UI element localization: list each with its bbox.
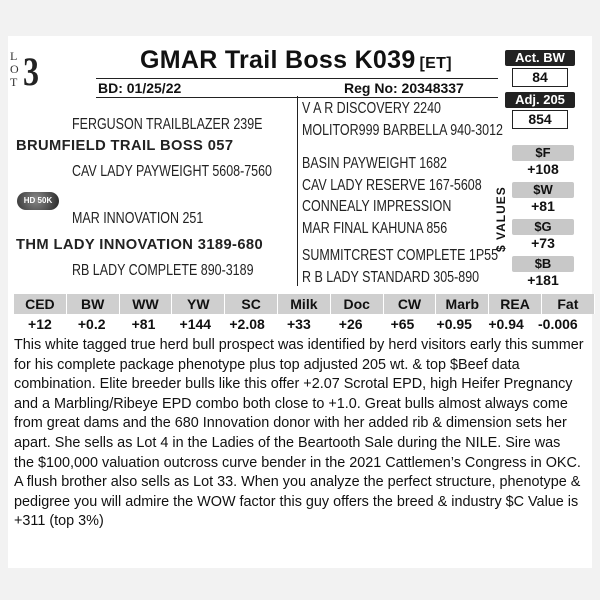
animal-name: GMAR Trail Boss K039 [ET] — [140, 46, 452, 74]
pedigree-right-item: MAR FINAL KAHUNA 856 — [302, 220, 448, 237]
epd-header-cell: CED — [14, 294, 67, 314]
epd-header-cell: BW — [67, 294, 120, 314]
dollar-value-label: $G — [512, 219, 574, 235]
epd-header-cell: CW — [384, 294, 437, 314]
dollar-value-f — [512, 145, 574, 177]
pedigree-right-item: BASIN PAYWEIGHT 1682 — [302, 155, 447, 172]
epd-header-cell: YW — [172, 294, 225, 314]
pedigree-right-item: CAV LADY RESERVE 167-5608 — [302, 177, 482, 194]
epd-value-cell: +26 — [338, 316, 363, 332]
pedigree-divider — [297, 96, 298, 286]
dollar-value-number: +81 — [531, 198, 555, 214]
epd-value-cell: +33 — [287, 316, 311, 332]
dollar-value-number: +181 — [527, 272, 559, 288]
pedigree-dam-dam: RB LADY COMPLETE 890-3189 — [72, 262, 254, 279]
pedigree-sire-sire: FERGUSON TRAILBLAZER 239E — [72, 116, 263, 133]
lot-label: L O T — [10, 49, 19, 89]
adj-205-label: Adj. 205 — [505, 92, 575, 108]
epd-header-cell: WW — [120, 294, 173, 314]
epd-value-cell: +0.94 — [488, 316, 524, 332]
pedigree-dam-sire: MAR INNOVATION 251 — [72, 210, 204, 227]
lot-number: 3 — [23, 49, 39, 94]
pedigree-right-item: MOLITOR999 BARBELLA 940-3012 — [302, 122, 503, 139]
pedigree-right-item: R B LADY STANDARD 305-890 — [302, 269, 480, 286]
pedigree-dam: THM LADY INNOVATION 3189-680 — [16, 236, 264, 253]
dollar-value-b — [512, 256, 574, 288]
adj-205-badge — [505, 92, 575, 129]
dollar-values-title: $ VALUES — [494, 186, 508, 252]
epd-header-row — [14, 294, 584, 314]
epd-value-cell: +12 — [28, 316, 52, 332]
et-tag: [ET] — [419, 55, 452, 72]
epd-value-cell: +0.2 — [77, 316, 106, 332]
pedigree-sire: BRUMFIELD TRAIL BOSS 057 — [16, 137, 234, 154]
act-bw-value: 84 — [512, 68, 568, 87]
lot-number-block — [10, 50, 54, 100]
epd-header-cell: Marb — [436, 294, 489, 314]
epd-value-cell: +65 — [390, 316, 415, 332]
epd-header-cell: Milk — [278, 294, 331, 314]
dollar-value-number: +108 — [527, 161, 559, 177]
adj-205-value: 854 — [512, 110, 568, 129]
epd-value-cell: -0.006 — [538, 316, 578, 332]
pedigree-sire-dam: CAV LADY PAYWEIGHT 5608-7560 — [72, 163, 273, 180]
epd-header-cell: Doc — [331, 294, 384, 314]
lot-description: This white tagged true herd bull prospect was identified by herd visitors early this summer for his complete package phenotype plus top adjusted 205 wt. & top $Beef data combination. Elite breeder bulls like this offer +2.07 Scrotal EPD, high Heifer Pregnancy and a Marbling/Ribeye EPD combo both close to +1.0. Great bulls almost always come from great dams and the 680 Innovation donor with her added rib & dimension sets her apart. She sells as Lot 4 in the Ladies of the Beartooth Sale during the NILE. Sire was the $100,000 valuation outcross curve bender in the 2021 Cattlemen’s Congress in OKC. A flush brother also sells as Lot 33. When you analyze the perfect structure, phenotype & pedigree you will admire the WOW factor this guy offers the breed & industry $C Value is +311 (top 3%) — [14, 337, 584, 530]
dollar-value-label: $F — [512, 145, 574, 161]
epd-header-cell: SC — [225, 294, 278, 314]
dollar-value-label: $W — [512, 182, 574, 198]
hd50k-badge: HD 50K — [17, 192, 59, 210]
epd-value-cell: +0.95 — [436, 316, 472, 332]
birth-date: BD: 01/25/22 — [98, 80, 182, 96]
pedigree-right-item: CONNEALY IMPRESSION — [302, 198, 452, 215]
epd-header-cell: Fat — [542, 294, 595, 314]
epd-value-cell: +2.08 — [229, 316, 265, 332]
epd-value-cell: +144 — [179, 316, 212, 332]
epd-table — [14, 294, 584, 334]
act-bw-badge — [505, 50, 575, 87]
epd-value-cell: +81 — [131, 316, 156, 332]
pedigree-right-item: SUMMITCREST COMPLETE 1P55 — [302, 247, 499, 264]
dollar-value-label: $B — [512, 256, 574, 272]
epd-header-cell: REA — [489, 294, 542, 314]
birth-reg-row — [96, 78, 498, 98]
registration-number: Reg No: 20348337 — [344, 80, 464, 96]
act-bw-label: Act. BW — [505, 50, 575, 66]
dollar-value-number: +73 — [531, 235, 555, 251]
dollar-value-g — [512, 219, 574, 251]
epd-value-row — [14, 314, 584, 334]
pedigree-right-item: V A R DISCOVERY 2240 — [302, 100, 441, 117]
dollar-value-w — [512, 182, 574, 214]
